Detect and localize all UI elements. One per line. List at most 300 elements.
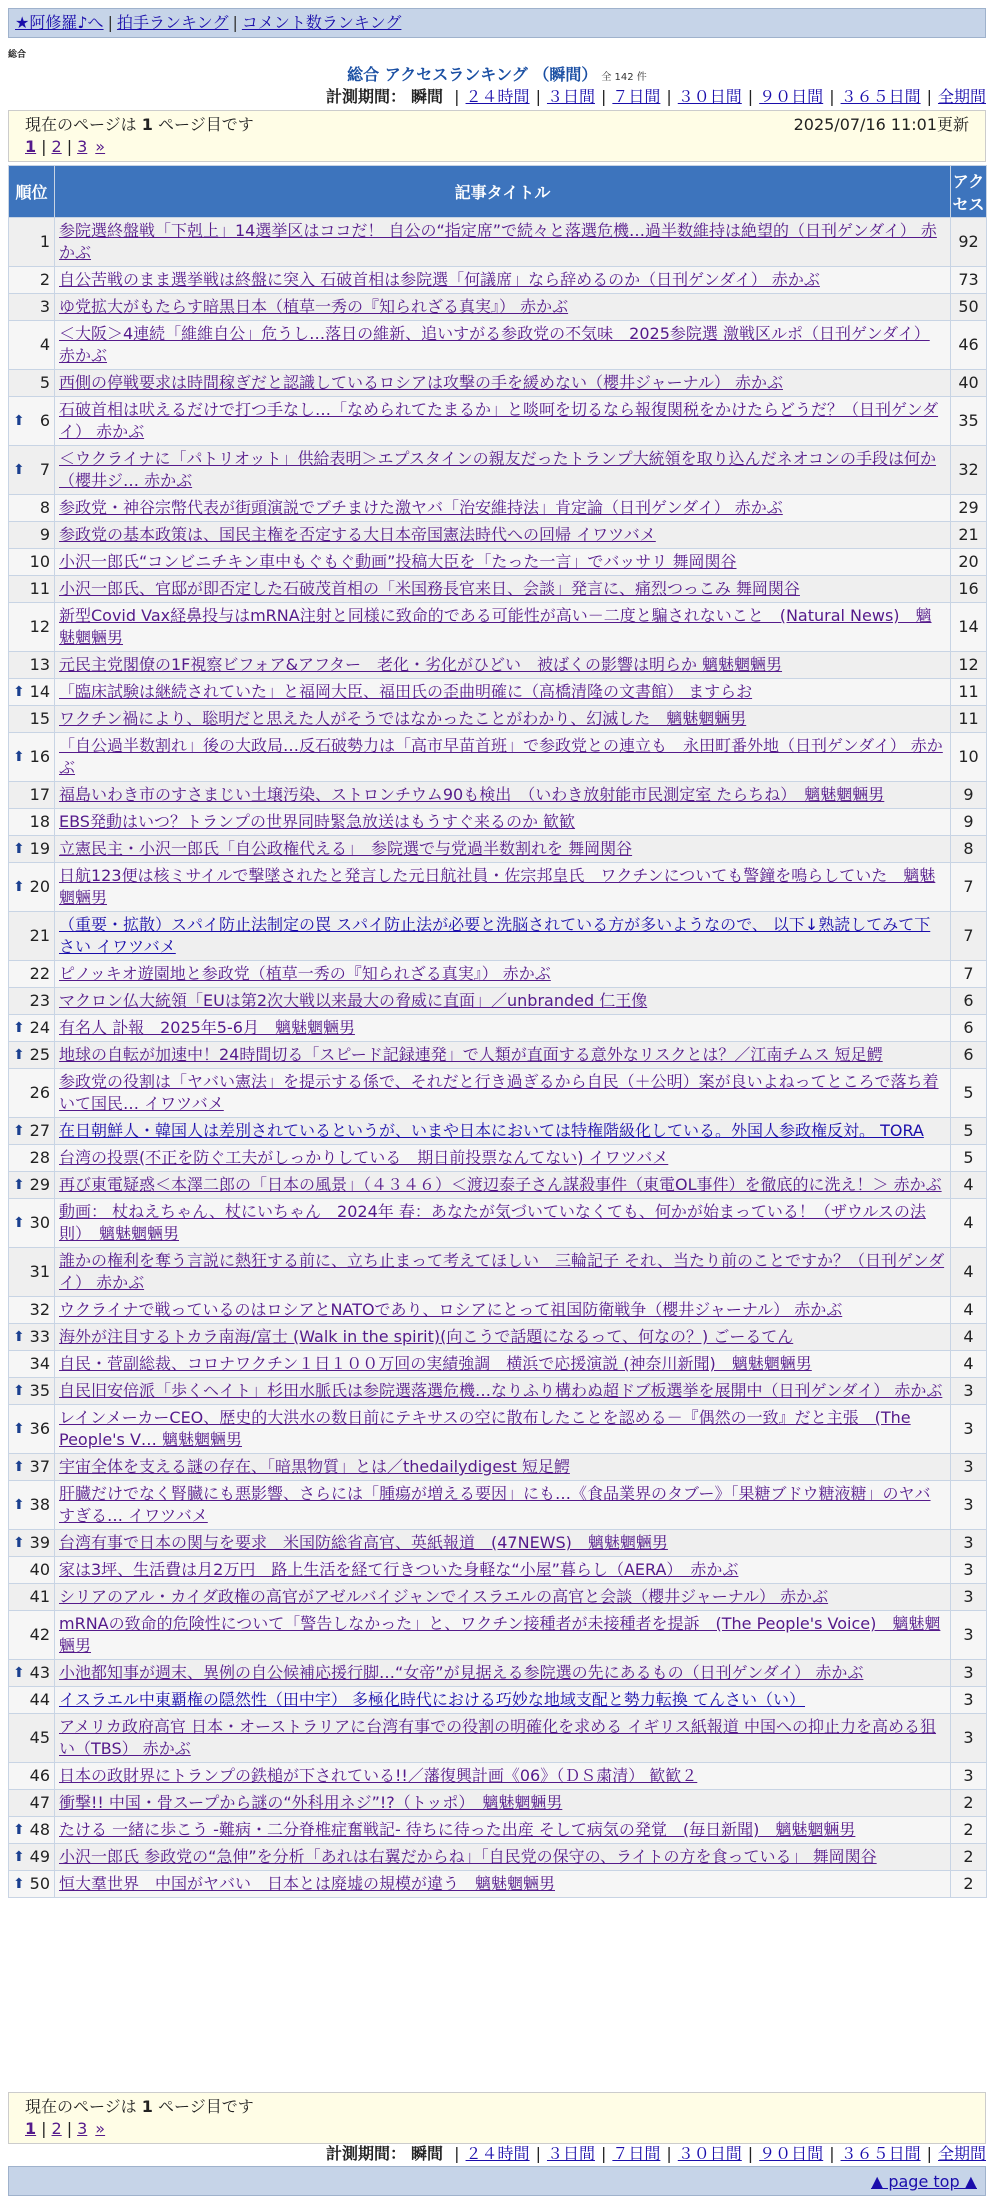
title-cell — [55, 1378, 951, 1405]
rank-number: 25 — [29, 1045, 50, 1064]
table-row — [9, 1145, 987, 1172]
table-row — [9, 1714, 987, 1763]
rank-number: 2 — [39, 270, 50, 289]
page-info-bottom — [8, 2092, 986, 2144]
period-separator: | — [535, 87, 541, 106]
rank-number: 49 — [29, 1847, 50, 1866]
rank-up-arrow-icon: ⬆ — [13, 1665, 25, 1681]
period-current: 瞬間 — [411, 2144, 444, 2163]
article-title-link[interactable]: 「臨床試験は継続されていた」と福岡大臣、福田氏の歪曲明確に（高橋清隆の文書館） ますらお — [59, 682, 753, 701]
table-row — [9, 1297, 987, 1324]
access-count: 7 — [951, 863, 987, 912]
title-cell — [55, 1405, 951, 1454]
table-row — [9, 1042, 987, 1069]
rank-cell — [9, 294, 55, 321]
updated-timestamp: 2025/07/16 11:01更新 — [793, 115, 969, 134]
table-row — [9, 1844, 987, 1871]
table-row — [9, 1530, 987, 1557]
access-count: 2 — [951, 1817, 987, 1844]
access-count: 5 — [951, 1145, 987, 1172]
table-row — [9, 1687, 987, 1714]
access-count: 3 — [951, 1660, 987, 1687]
title-cell — [55, 809, 951, 836]
title-cell — [55, 1763, 951, 1790]
pager-page-link[interactable]: 2 — [51, 137, 62, 156]
rank-up-arrow-icon: ⬆ — [13, 1849, 25, 1865]
rank-cell — [9, 679, 55, 706]
article-title-link[interactable]: ワクチン禍により、聡明だと思えた人がそうではなかったことがわかり、幻滅した 魑魅魍魎男 — [59, 709, 747, 728]
page-info-top — [8, 110, 986, 162]
title-cell — [55, 397, 951, 446]
rank-cell — [9, 961, 55, 988]
article-title-link[interactable]: 誰かの権利を奪う言説に熱狂する前に、立ち止まって考えてほしい 三輪記子 それ、当たり前のことですか？（日刊ゲンダイ） 赤かぶ — [59, 1251, 945, 1292]
pager-page-link[interactable]: 2 — [51, 2119, 62, 2138]
period-option-link[interactable]: ２４時間 — [465, 87, 530, 106]
title-cell — [55, 1248, 951, 1297]
access-count: 46 — [951, 321, 987, 370]
article-title-link[interactable]: 参政党の役割は「ヤバい憲法」を提示する係で、それだと行き過ぎるから自民（＋公明）案が良いよねってところで落ち着いて国民… イワツバメ — [59, 1072, 939, 1113]
period-option-link[interactable]: ３日間 — [546, 87, 595, 106]
access-count: 2 — [951, 1871, 987, 1898]
rank-number: 20 — [29, 877, 50, 896]
table-row — [9, 809, 987, 836]
rank-cell — [9, 1557, 55, 1584]
rank-cell — [9, 1584, 55, 1611]
title-cell — [55, 549, 951, 576]
title-cell — [55, 1871, 951, 1898]
article-title-link[interactable]: 西側の停戦要求は時間稼ぎだと認識しているロシアは攻撃の手を緩めない（櫻井ジャーナル） 赤かぶ — [59, 373, 783, 392]
article-title-link[interactable]: 台湾の投票(不正を防ぐ工夫がしっかりしている 期日前投票なんてない) イワツバメ — [59, 1148, 669, 1167]
article-title-link[interactable]: イスラエル中東覇権の隠然性（田中宇） 多極化時代における巧妙な地域支配と勢力転換 てんさい（い） — [59, 1690, 806, 1709]
access-count: 3 — [951, 1584, 987, 1611]
rank-cell — [9, 863, 55, 912]
article-title-link[interactable]: mRNAの致命的危険性について「警告しなかった」と、ワクチン接種者が未接種者を提訴 (The People's Voice) 魑魅魍魎男 — [59, 1614, 941, 1655]
article-title-link[interactable]: （重要・拡散）スパイ防止法制定の罠 スパイ防止法が必要と洗脳されている方が多いようなので、 以下↓熟読してみて下さい イワツバメ — [59, 915, 931, 956]
title-cell — [55, 1069, 951, 1118]
nav-link-ashura-home[interactable]: ★阿修羅♪へ — [15, 13, 104, 32]
period-option-link[interactable]: 全期間 — [937, 2144, 986, 2163]
access-count: 6 — [951, 1015, 987, 1042]
total-count: 全 142 件 — [601, 72, 647, 83]
period-option-link[interactable]: ３６５日間 — [840, 2144, 921, 2163]
title-cell — [55, 267, 951, 294]
access-count: 32 — [951, 446, 987, 495]
article-title-link[interactable]: 参院選終盤戦「下剋上」14選挙区はココだ！ 自公の“指定席”で続々と落選危機…過半数維持は絶望的（日刊ゲンダイ） 赤かぶ — [59, 221, 937, 262]
title-cell — [55, 370, 951, 397]
access-count: 4 — [951, 1324, 987, 1351]
access-count: 3 — [951, 1481, 987, 1530]
title-cell — [55, 1118, 951, 1145]
article-title-link[interactable]: 参政党の基本政策は、国民主権を否定する大日本帝国憲法時代への回帰 イワツバメ — [59, 525, 656, 544]
article-title-link[interactable]: アメリカ政府高官 日本・オーストラリアに台湾有事での役割の明確化を求める イギリス紙報道 中国への抑止力を高める狙い（TBS） 赤かぶ — [59, 1717, 937, 1758]
category-label: 総合 — [8, 50, 27, 60]
rank-number: 45 — [29, 1728, 50, 1747]
pager-page-link[interactable]: 3 — [77, 2119, 88, 2138]
title-cell — [55, 1454, 951, 1481]
article-title-link[interactable]: 海外が注目するトカラ南海/富士 (Walk in the spirit)(向こうで話題になるって、何なの？) ごーるてん — [59, 1327, 794, 1346]
table-row — [9, 446, 987, 495]
table-row — [9, 988, 987, 1015]
article-title-link[interactable]: 有名人 訃報 2025年5-6月 魑魅魍魎男 — [59, 1018, 355, 1037]
article-title-link[interactable]: 小沢一郎氏“コンビニチキン車中もぐもぐ動画”投稿大臣を「たった一言」でバッサリ 舞岡関谷 — [59, 552, 737, 571]
title-cell — [55, 1351, 951, 1378]
rank-cell — [9, 1351, 55, 1378]
article-title-link[interactable]: 肝臓だけでなく腎臓にも悪影響、さらには「腫瘍が増える要因」にも…《食品業界のタブー》「果糖ブドウ糖液糖」のヤバすぎる… イワツバメ — [59, 1484, 931, 1525]
rank-number: 38 — [29, 1495, 50, 1514]
access-count: 7 — [951, 961, 987, 988]
table-row — [9, 549, 987, 576]
table-row — [9, 267, 987, 294]
period-option-link[interactable]: ７日間 — [612, 2144, 661, 2163]
table-row — [9, 1324, 987, 1351]
article-title-link[interactable]: 「自公過半数割れ」後の大政局…反石破勢力は「高市早苗首班」で参政党との連立も 永田町番外地（日刊ゲンダイ） 赤かぶ — [59, 736, 943, 777]
access-count: 40 — [951, 370, 987, 397]
title-cell — [55, 912, 951, 961]
current-page-text: 現在のページは 1 ページ目です — [25, 115, 254, 134]
rank-cell — [9, 1454, 55, 1481]
table-row — [9, 1790, 987, 1817]
rank-up-arrow-icon: ⬆ — [13, 749, 25, 765]
article-title-link[interactable]: EBS発動はいつ？トランプの世界同時緊急放送はもうすぐ来るのか 歓歓 — [59, 812, 576, 831]
rank-number: 5 — [39, 373, 50, 392]
rank-up-arrow-icon: ⬆ — [13, 1020, 25, 1036]
table-row — [9, 706, 987, 733]
rank-number: 30 — [29, 1213, 50, 1232]
rank-cell — [9, 1763, 55, 1790]
title-cell — [55, 522, 951, 549]
rank-up-arrow-icon: ⬆ — [13, 879, 25, 895]
rank-number: 21 — [29, 926, 50, 945]
pager-page-link[interactable]: 1 — [25, 137, 37, 156]
article-title-link[interactable]: ゆ党拡大がもたらす暗黒日本（植草一秀の『知られざる真実』） 赤かぶ — [59, 297, 569, 316]
rank-cell — [9, 370, 55, 397]
article-title-link[interactable]: 小池都知事が週末、異例の自公候補応援行脚…“女帝”が見据える参院選の先にあるもの（日刊ゲンダイ） 赤かぶ — [59, 1663, 864, 1682]
table-row — [9, 1557, 987, 1584]
period-option-link[interactable]: ９０日間 — [759, 87, 824, 106]
rank-cell — [9, 1172, 55, 1199]
table-row — [9, 961, 987, 988]
title-cell — [55, 1324, 951, 1351]
rank-number: 26 — [29, 1083, 50, 1102]
rank-cell — [9, 1118, 55, 1145]
rank-number: 23 — [29, 991, 50, 1010]
rank-cell — [9, 1790, 55, 1817]
period-separator: | — [926, 87, 932, 106]
rank-number: 33 — [29, 1327, 50, 1346]
access-count: 11 — [951, 679, 987, 706]
article-title-link[interactable]: 台湾有事で日本の関与を要求 米国防総省高官、英紙報道 (47NEWS) 魑魅魍魎男 — [59, 1533, 668, 1552]
title-cell — [55, 1687, 951, 1714]
footer-bar — [8, 2166, 986, 2196]
rank-cell — [9, 1297, 55, 1324]
rank-number: 9 — [39, 525, 50, 544]
rank-cell — [9, 522, 55, 549]
table-row — [9, 733, 987, 782]
period-label: 計測期間： — [325, 2144, 406, 2163]
title-cell — [55, 1817, 951, 1844]
rank-number: 47 — [29, 1793, 50, 1812]
title-cell — [55, 1042, 951, 1069]
article-title-link[interactable]: ＜大阪＞4連続「維維自公」危うし…落日の維新、追いすがる参政党の不気味 2025参院選 激戦区ルポ（日刊ゲンダイ） 赤かぶ — [59, 324, 930, 365]
rank-cell — [9, 1714, 55, 1763]
period-option-link[interactable]: ３日間 — [546, 2144, 595, 2163]
rank-number: 35 — [29, 1381, 50, 1400]
article-title-link[interactable]: 在日朝鮮人・韓国人は差別されているというが、いまや日本においては特権階級化している。外国人参政権反対。 TORA — [59, 1121, 924, 1140]
period-separator: | — [600, 2144, 607, 2163]
table-row — [9, 1405, 987, 1454]
title-cell — [55, 679, 951, 706]
access-count: 92 — [951, 218, 987, 267]
article-title-link[interactable]: 元民主党閣僚の1F視察ビフォア&アフター 老化・劣化がひどい 被ばくの影響は明らか 魑魅魍魎男 — [59, 655, 783, 674]
title-cell — [55, 1660, 951, 1687]
title-cell — [55, 1199, 951, 1248]
table-row — [9, 836, 987, 863]
rank-cell — [9, 1324, 55, 1351]
period-selector-bottom — [326, 2141, 986, 2164]
table-row — [9, 652, 987, 679]
title-cell — [55, 782, 951, 809]
rank-cell — [9, 321, 55, 370]
article-title-link[interactable]: シリアのアル・カイダ政権の高官がアゼルバイジャンでイスラエルの高官と会談（櫻井ジャーナル） 赤かぶ — [59, 1587, 829, 1606]
page-title — [0, 62, 994, 85]
article-title-link[interactable]: 家は3坪、生活費は月2万円 路上生活を経て行きついた身軽な“小屋”暮らし（AERA） 赤かぶ — [59, 1560, 739, 1579]
access-count: 10 — [951, 733, 987, 782]
rank-number: 50 — [29, 1874, 50, 1893]
table-row — [9, 1069, 987, 1118]
rank-up-arrow-icon: ⬆ — [13, 1822, 25, 1838]
rank-cell — [9, 809, 55, 836]
rank-number: 27 — [29, 1121, 50, 1140]
table-row — [9, 1584, 987, 1611]
table-row — [9, 321, 987, 370]
access-count: 4 — [951, 1248, 987, 1297]
access-count: 11 — [951, 706, 987, 733]
table-row — [9, 1611, 987, 1660]
title-cell — [55, 961, 951, 988]
rank-number: 17 — [29, 785, 50, 804]
article-title-link[interactable]: 新型Covid Vax経鼻投与はmRNA注射と同様に致命的である可能性が高い－二度と騙されないこと (Natural News) 魑魅魍魎男 — [59, 606, 932, 647]
access-count: 9 — [951, 809, 987, 836]
rank-number: 29 — [29, 1175, 50, 1194]
rank-cell — [9, 397, 55, 446]
access-count: 4 — [951, 1172, 987, 1199]
table-row — [9, 912, 987, 961]
access-count: 5 — [951, 1118, 987, 1145]
access-count: 3 — [951, 1557, 987, 1584]
access-count: 29 — [951, 495, 987, 522]
title-cell — [55, 1481, 951, 1530]
article-title-link[interactable]: 日航123便は核ミサイルで撃墜されたと発言した元日航社員・佐宗邦皇氏 ワクチンについても警鐘を鳴らしていた 魑魅魍魎男 — [59, 866, 936, 907]
period-separator: | — [600, 87, 607, 106]
title-cell — [55, 1172, 951, 1199]
rank-cell — [9, 576, 55, 603]
rank-number: 40 — [29, 1560, 50, 1579]
article-title-link[interactable]: 動画： 杖ねえちゃん、杖にいちゃん 2024年 春：あなたが気づいていなくても、何かが始まっている！（ザウルスの法則） 魑魅魍魎男 — [59, 1202, 926, 1243]
period-current: 瞬間 — [411, 87, 444, 106]
rank-number: 14 — [29, 682, 50, 701]
period-separator: | — [829, 2144, 835, 2163]
period-option-link[interactable]: ２４時間 — [465, 2144, 530, 2163]
rank-number: 39 — [29, 1533, 50, 1552]
page-top-link[interactable]: ▲ page top ▲ — [870, 2172, 977, 2191]
rank-number: 31 — [29, 1262, 50, 1281]
table-row — [9, 495, 987, 522]
article-title-link[interactable]: 再び東電疑惑＜本澤二郎の「日本の風景」（４３４６）＜渡辺泰子さん謀殺事件（東電OL事件）を徹底的に洗え！＞ 赤かぶ — [59, 1175, 942, 1194]
pager-separator: | — [66, 137, 73, 156]
article-title-link[interactable]: 小沢一郎氏 参政党の“急伸”を分析「あれは右翼だからね」「自民党の保守の、ライトの方を食っている」 舞岡関谷 — [59, 1847, 877, 1866]
period-separator: | — [747, 87, 754, 106]
article-title-link[interactable]: 日本の政財界にトランプの鉄槌が下されている!!／藩復興計画《06》（ＤＳ粛清） 歓歓２ — [59, 1766, 698, 1785]
rank-cell — [9, 652, 55, 679]
rank-cell — [9, 1481, 55, 1530]
rank-cell — [9, 495, 55, 522]
pager-page-link[interactable]: 1 — [25, 2119, 37, 2138]
period-selector-top — [326, 84, 986, 107]
title-cell — [55, 652, 951, 679]
period-separator: | — [535, 2144, 541, 2163]
rank-cell — [9, 988, 55, 1015]
article-title-link[interactable]: 立憲民主・小沢一郎氏「自公政権代える」 参院選で与党過半数割れを 舞岡関谷 — [59, 839, 633, 858]
access-count: 21 — [951, 522, 987, 549]
article-title-link[interactable]: レインメーカーCEO、歴史的大洪水の数日前にテキサスの空に散布したことを認める－『偶然の一致』だと主張 (The People's V… 魑魅魍魎男 — [59, 1408, 911, 1449]
table-row — [9, 1817, 987, 1844]
title-cell — [55, 321, 951, 370]
title-cell — [55, 1714, 951, 1763]
rank-up-arrow-icon: ⬆ — [13, 1047, 25, 1063]
article-title-link[interactable]: 石破首相は吠えるだけで打つ手なし…「なめられてたまるか」と啖呵を切るなら報復関税をかけたらどうだ？（日刊ゲンダイ） 赤かぶ — [59, 400, 939, 441]
table-row — [9, 1248, 987, 1297]
title-cell — [55, 294, 951, 321]
access-count: 2 — [951, 1844, 987, 1871]
article-title-link[interactable]: 地球の自転が加速中！24時間切る「スピード記録連発」で人類が直面する意外なリスクとは？／江南チムス 短足鰐 — [59, 1045, 883, 1064]
table-row — [9, 603, 987, 652]
article-title-link[interactable]: 宇宙全体を支える謎の存在、「暗黒物質」とは／thedailydigest 短足鰐 — [59, 1457, 570, 1476]
rank-cell — [9, 549, 55, 576]
article-title-link[interactable]: たける 一緒に歩こう -難病・二分脊椎症奮戦記- 待ちに待った出産 そして病気の発覚 (毎日新聞) 魑魅魍魎男 — [59, 1820, 856, 1839]
article-title-link[interactable]: 自民・菅副総裁、コロナワクチン１日１００万回の実績強調 横浜で応援演説 (神奈川新聞) 魑魅魍魎男 — [59, 1354, 812, 1373]
title-cell — [55, 863, 951, 912]
period-separator: | — [829, 87, 835, 106]
period-label: 計測期間： — [325, 87, 406, 106]
current-page-text: 現在のページは 1 ページ目です — [25, 2097, 254, 2116]
rank-up-arrow-icon: ⬆ — [13, 1497, 25, 1513]
rank-cell — [9, 1660, 55, 1687]
access-count: 3 — [951, 1763, 987, 1790]
article-title-link[interactable]: 自公苦戦のまま選挙戦は終盤に突入 石破首相は参院選「何議席」なら辞めるのか（日刊ゲンダイ） 赤かぶ — [59, 270, 820, 289]
period-separator: | — [666, 2144, 672, 2163]
ranking-table — [8, 165, 987, 1898]
table-row — [9, 1199, 987, 1248]
rank-cell — [9, 1530, 55, 1557]
rank-number: 8 — [39, 498, 50, 517]
title-cell — [55, 706, 951, 733]
table-row — [9, 1351, 987, 1378]
rank-number: 44 — [29, 1690, 50, 1709]
rank-cell — [9, 1405, 55, 1454]
access-count: 3 — [951, 1405, 987, 1454]
article-title-link[interactable]: 自民旧安倍派「歩くヘイト」杉田水脈氏は参院選落選危機…なりふり構わぬ超ドブ板選挙を展開中（日刊ゲンダイ） 赤かぶ — [59, 1381, 943, 1400]
pagination-top — [25, 136, 969, 158]
title-cell — [55, 988, 951, 1015]
table-row — [9, 294, 987, 321]
rank-up-arrow-icon: ⬆ — [13, 684, 25, 700]
rank-number: 7 — [39, 460, 50, 479]
title-cell — [55, 733, 951, 782]
access-count: 8 — [951, 836, 987, 863]
period-separator: | — [747, 2144, 754, 2163]
table-header-row — [9, 166, 987, 218]
rank-number: 11 — [29, 579, 50, 598]
period-option-link[interactable]: ３０日間 — [677, 2144, 742, 2163]
pager-next-link[interactable]: » — [95, 2119, 106, 2138]
rank-up-arrow-icon: ⬆ — [13, 1535, 25, 1551]
access-count: 7 — [951, 912, 987, 961]
rank-number: 42 — [29, 1625, 50, 1644]
table-row — [9, 782, 987, 809]
title-cell — [55, 603, 951, 652]
access-count: 3 — [951, 1378, 987, 1405]
title-cell — [55, 836, 951, 863]
nav-link-applause-ranking[interactable]: 拍手ランキング — [116, 13, 229, 32]
period-option-link[interactable]: ９０日間 — [759, 2144, 824, 2163]
access-count: 20 — [951, 549, 987, 576]
pagination-bottom — [25, 2118, 969, 2140]
nav-link-comment-ranking[interactable]: コメント数ランキング — [241, 13, 402, 32]
access-count: 50 — [951, 294, 987, 321]
rank-number: 3 — [39, 297, 50, 316]
period-option-link[interactable]: ３０日間 — [677, 87, 742, 106]
access-count: 4 — [951, 1297, 987, 1324]
rank-cell — [9, 1844, 55, 1871]
table-row — [9, 1660, 987, 1687]
header-rank: 順位 — [9, 166, 55, 218]
article-title-link[interactable]: 恒大羣世界 中国がヤバい 日本とは廃墟の規模が違う 魑魅魍魎男 — [59, 1874, 556, 1893]
period-option-link[interactable]: ３６５日間 — [840, 87, 921, 106]
period-option-link[interactable]: ７日間 — [612, 87, 661, 106]
rank-cell — [9, 1248, 55, 1297]
article-title-link[interactable]: ウクライナで戦っているのはロシアとNATOであり、ロシアにとって祖国防衛戦争（櫻井ジャーナル） 赤かぶ — [59, 1300, 843, 1319]
article-title-link[interactable]: 小沢一郎氏、官邸が即否定した石破茂首相の「米国務長官来日、会談」発言に、痛烈つっこみ 舞岡関谷 — [59, 579, 800, 598]
period-separator: | — [666, 87, 672, 106]
rank-cell — [9, 267, 55, 294]
table-row — [9, 863, 987, 912]
pager-page-link[interactable]: 3 — [77, 137, 88, 156]
title-cell — [55, 495, 951, 522]
article-title-link[interactable]: 衝撃!! 中国・骨スープから謎の“外科用ネジ”!?（トッポ） 魑魅魍魎男 — [59, 1793, 563, 1812]
rank-number: 15 — [29, 709, 50, 728]
rank-up-arrow-icon: ⬆ — [13, 462, 25, 478]
rank-cell — [9, 1817, 55, 1844]
title-cell — [55, 218, 951, 267]
title-cell — [55, 1584, 951, 1611]
article-title-link[interactable]: 福島いわき市のすさまじい土壌汚染、ストロンチウム90も検出 （いわき放射能市民測定室 たらちね） 魑魅魍魎男 — [59, 785, 885, 804]
article-title-link[interactable]: マクロン仏大統領「EUは第2次大戦以来最大の脅威に直面」／unbranded 仁王像 — [59, 991, 648, 1010]
article-title-link[interactable]: ＜ウクライナに「パトリオット」供給表明＞エプスタインの親友だったトランプ大統領を取り込んだネオコンの手段は何か（櫻井ジ… 赤かぶ — [59, 449, 936, 490]
period-option-link[interactable]: 全期間 — [937, 87, 986, 106]
rank-number: 13 — [29, 655, 50, 674]
rank-number: 48 — [29, 1820, 50, 1839]
article-title-link[interactable]: 参政党・神谷宗幣代表が街頭演説でブチまけた激ヤバ「治安維持法」肯定論（日刊ゲンダイ） 赤かぶ — [59, 498, 783, 517]
rank-cell — [9, 1042, 55, 1069]
article-title-link[interactable]: ピノッキオ遊園地と参政党（植草一秀の『知られざる真実』） 赤かぶ — [59, 964, 551, 983]
table-row — [9, 1118, 987, 1145]
period-separator: | — [454, 87, 460, 106]
pager-next-link[interactable]: » — [95, 137, 106, 156]
nav-separator: | — [232, 13, 238, 32]
table-row — [9, 1015, 987, 1042]
rank-up-arrow-icon: ⬆ — [13, 1876, 25, 1892]
rank-number: 34 — [29, 1354, 50, 1373]
